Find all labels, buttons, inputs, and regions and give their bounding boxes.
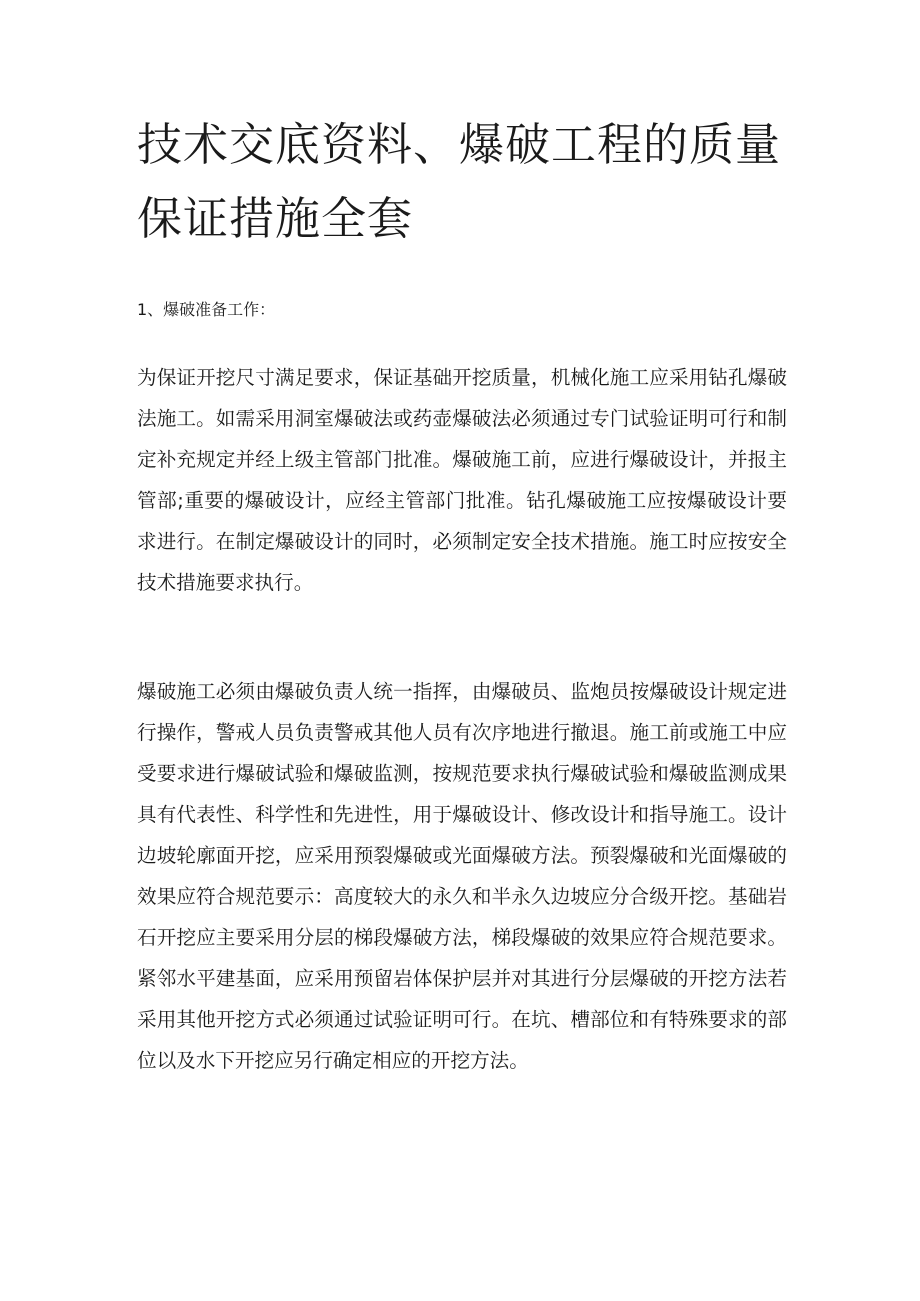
document-title: 技术交底资料、爆破工程的质量保证措施全套: [137, 118, 782, 245]
paragraph-blasting-execution: 爆破施工必须由爆破负责人统一指挥，由爆破员、监炮员按爆破设计规定进行操作，警戒人员负责警戒其他人员有次序地进行撤退。施工前或施工中应受要求进行爆破试验和爆破监测，按规范要求执行爆破试验和爆破监测成果具有代表性、科学性和先进性，用于爆破设计、修改设计和指导施工。设计边坡轮廓面开挖，应采用预裂爆破或光面爆破方法。预裂爆破和光面爆破的效果应符合规范要示：高度较大的永久和半永久边坡应分合级开挖。基础岩石开挖应主要采用分层的梯段爆破方法，梯段爆破的效果应符合规范要求。紧邻水平建基面，应采用预留岩体保护层并对其进行分层爆破的开挖方法若采用其他开挖方式必须通过试验证明可行。在坑、槽部位和有特殊要求的部位以及水下开挖应另行确定相应的开挖方法。: [137, 680, 787, 1072]
section-heading: 1、爆破准备工作：: [137, 300, 276, 319]
paragraph-blasting-preparation: 为保证开挖尺寸满足要求，保证基础开挖质量，机械化施工应采用钻孔爆破法施工。如需采用洞室爆破法或药壶爆破法必须通过专门试验证明可行和制定补充规定并经上级主管部门批准。爆破施工前，应进行爆破设计，并报主管部;重要的爆破设计，应经主管部门批准。钻孔爆破施工应按爆破设计要求进行。在制定爆破设计的同时，必须制定安全技术措施。施工时应按安全技术措施要求执行。: [137, 366, 787, 594]
